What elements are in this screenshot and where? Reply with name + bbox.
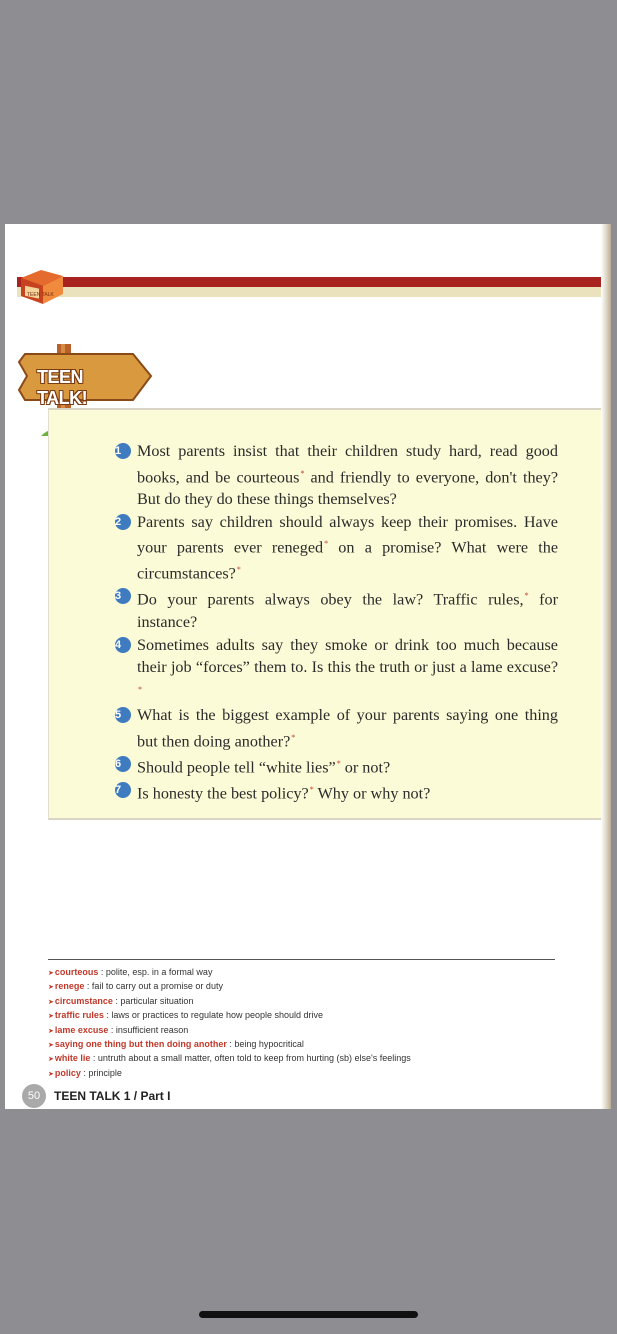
question-number: 5: [115, 707, 131, 723]
glossary-entry: ➤courteous : polite, esp. in a formal way: [48, 967, 213, 977]
header-cream-bar: [17, 287, 611, 297]
question-item: 6 Should people tell “white lies”* or not?: [115, 757, 391, 777]
teen-talk-sign-label: TEEN TALK!: [37, 367, 88, 408]
svg-text:TEEN TALK: TEEN TALK: [27, 292, 54, 298]
glossary-entry: ➤saying one thing but then doing another : being hypocritical: [48, 1039, 304, 1050]
question-number: 3: [115, 588, 131, 604]
glossary-entry: ➤white lie : untruth about a small matter, often told to keep from hurting (sb) else's feelings: [48, 1053, 411, 1064]
question-number: 6: [115, 756, 131, 772]
glossary-entry: ➤lame excuse : insufficient reason: [48, 1024, 189, 1035]
glossary-entry: ➤renege : fail to carry out a promise or duty: [48, 981, 223, 992]
questions-list: [115, 440, 558, 805]
glossary-entry: ➤traffic rules : laws or practices to regulate how people should drive: [48, 1010, 324, 1021]
glossary-entry: ➤policy : principle: [48, 1067, 122, 1078]
page-footer: [22, 1084, 170, 1108]
book-page: [5, 224, 611, 1109]
book-logo-icon: [17, 264, 69, 306]
question-number: 4: [115, 637, 131, 653]
question-item: 7 Is honesty the best policy?* Why or why not?: [115, 783, 431, 803]
question-item: 5 What is the biggest example of your parents saying one thing but then doing another?*: [115, 706, 558, 751]
glossary-entry: ➤circumstance : particular situation: [48, 995, 194, 1006]
page-number-badge: 50: [22, 1084, 46, 1108]
question-number: 7: [115, 782, 131, 798]
question-item: 3 Do your parents always obey the law? Traffic rules,* for instance?: [115, 590, 559, 632]
question-number: 2: [115, 514, 131, 530]
home-indicator[interactable]: [199, 1311, 418, 1318]
question-item: 4 Sometimes adults say they smoke or drink too much because their job “forces” them to. Is this the truth or just a lame excuse?*: [115, 635, 558, 694]
glossary: [48, 966, 568, 1081]
header-red-bar: [17, 277, 611, 287]
question-item: 1 Most parents insist that their children study hard, read good books, and be courteous* and friendly to everyone, don't they? But do they do these things themselves?: [115, 442, 558, 509]
question-item: 2 Parents say children should always keep their promises. Have your parents ever reneged* on a promise? What were the circumstances?*: [115, 512, 559, 583]
page-edge-shadow: [601, 224, 611, 1109]
question-number: 1: [115, 443, 131, 459]
footer-title: TEEN TALK 1 / Part I: [54, 1089, 171, 1103]
glossary-divider: [48, 959, 555, 960]
